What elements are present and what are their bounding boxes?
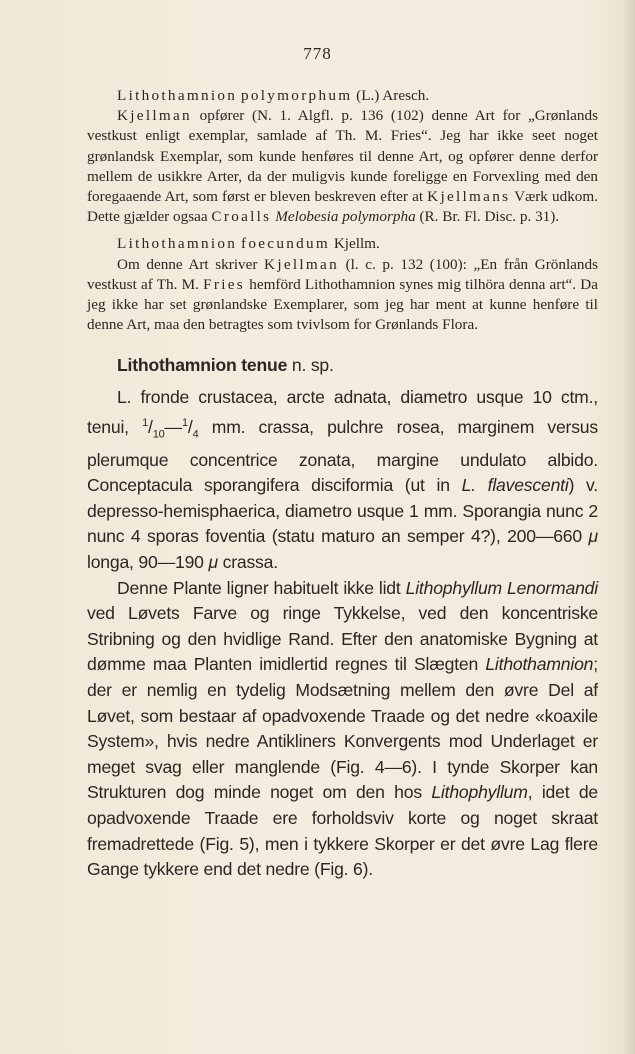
page-content — [87, 86, 598, 883]
genus-name: Lithothamnion — [117, 235, 238, 253]
author-name: Fries — [203, 275, 246, 293]
species-name: foecundum — [240, 235, 331, 253]
paragraph-text: (l. c. p. 132 (100): „En från Grönlands vestkust af Th. M. — [87, 255, 599, 293]
new-species-heading — [87, 353, 598, 379]
species-authority: (L.) Aresch. — [356, 87, 430, 104]
italic-taxon: Lithothamnion — [485, 654, 594, 675]
genus-name: Lithothamnion — [117, 87, 238, 104]
page-edge-shadow — [623, 0, 635, 1054]
diagnosis-text: longa, 90—190 — [87, 551, 204, 572]
fraction-denominator: 10 — [152, 428, 165, 440]
author-name: Croalls — [211, 208, 272, 226]
diagnosis-text: ) v. depresso-hemisphaerica, diametro usque 1 mm. Sporangia nunc 2 nunc 4 sporas foventia (statu maturo an semper 4?), 200—660 — [87, 475, 598, 547]
italic-taxon: Lithophyllum Lenormandi — [405, 577, 598, 598]
new-species-suffix: n. sp. — [291, 355, 334, 376]
latin-diagnosis: L. fronde crustacea, arcte adnata, diametro usque 10 ctm., tenui, $^1/_{10}—^1/_4$ mm. crassa, pulchre rosea, marginem versus plerumque concentrice zonata, margine undulato albido. Conceptacula sporangifera disciformia (ut in L. flavescenti) v. depresso-hemisphaerica, diametro usque 1 mm. Sporangia nunc 2 nunc 4 sporas foventia (statu maturo an semper 4?), 200—660 μ longa, 90—190 μ crassa. — [87, 387, 598, 572]
description-text: , idet de opadvoxende Traade ere forholdsviv korte og noget skraat fremadrettede (Fig. 5), men i tykkere Skorper er det øvre Lag flere Gange tykkere end det nedre (Fig. 6). — [87, 782, 598, 880]
italic-taxon: L. flavescenti — [461, 475, 569, 496]
new-species-name: Lithothamnion tenue — [117, 355, 288, 376]
italic-taxon: Melobesia polymorpha — [275, 208, 416, 226]
species-authority: Kjellm. — [333, 235, 380, 253]
diagnosis-text: mm. crassa, pulchre rosea, marginem versus plerumque concentrice zonata, margine undulato albido. Conceptacula sporangifera disciformia (ut in — [87, 416, 598, 496]
paragraph-text: hemförd Lithothamnion synes mig tilhöra denna art“. Da jeg ikke har set grønlandske Exemplarer, som jeg har ment at kunne henføre til denne Art, maa den betragtes som tvivlsom for Grønlands Flora. — [87, 275, 599, 334]
paragraph-polymorphum — [87, 106, 598, 227]
page-number: 778 — [303, 44, 332, 63]
author-name: Kjellmans — [427, 188, 511, 206]
fraction-numerator: 1 — [142, 416, 148, 429]
diagnosis-text: L. fronde crustacea, arcte adnata, diametro usque 10 ctm., tenui, — [87, 387, 598, 437]
fraction-numerator: 1 — [181, 416, 188, 429]
species-heading-foecundum — [87, 234, 598, 254]
species-name: polymorphum — [240, 87, 353, 104]
author-name: Kjellman — [117, 107, 192, 125]
paragraph-text: Værk udkom. Dette gjælder ogsaa — [87, 188, 598, 226]
author-name: Kjellman — [264, 255, 339, 273]
italic-taxon: Lithophyllum — [431, 782, 528, 803]
paragraph-text: Om denne Art skriver — [117, 255, 258, 273]
fraction-denominator: 4 — [192, 428, 199, 440]
micron-symbol: μ — [208, 551, 218, 572]
micron-symbol: μ — [588, 526, 598, 547]
diagnosis-text: crassa. — [222, 551, 278, 572]
range-dash: — — [164, 416, 182, 437]
species-heading-polymorphum — [87, 86, 598, 106]
paragraph-text: (R. Br. Fl. Disc. p. 31). — [419, 208, 560, 226]
description-text: Denne Plante ligner habituelt ikke lidt — [117, 577, 401, 598]
description-text: ved Løvets Farve og ringe Tykkelse, ved den koncentriske Stribning og den hvidlige Rand. Efter den anatomiske Bygning at dømme maa Planten imidlertid regnes til Slægten — [87, 603, 598, 675]
paragraph-foecundum — [87, 255, 598, 336]
description-text: ; der er nemlig en tydelig Modsætning mellem den øvre Del af Løvet, som bestaar af opadvoxende Traade og det nedre «koaxile System», hvis nedre Antikliners Konvergents mod Underlaget er meget svag eller manglende (Fig. 4—6). I tynde Skorper kan Strukturen dog minde noget om den hos — [87, 654, 598, 803]
paragraph-text: opfører (N. 1. Algfl. p. 136 (102) denne Art for „Grønlands vestkust enligt exemplar, samlade af Th. M. Fries“. Jeg har ikke seet noget grønlandsk Exemplar, som kunde henføres til denne Art, og opfører denne derfor mellem de usikkre Arter, da der muligvis kunde foreligge en Forvexling med den foregaaende Art, som først er bleven beskreven efter at — [87, 107, 598, 206]
danish-description — [87, 576, 598, 883]
